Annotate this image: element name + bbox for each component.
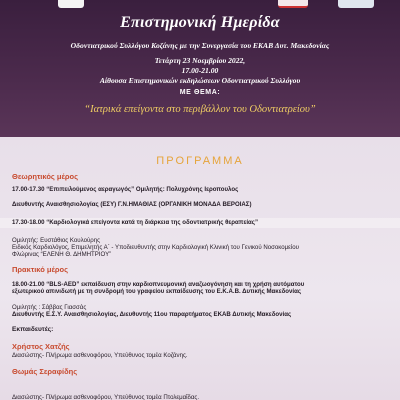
event-title: Επιστημονική Ημερίδα	[120, 14, 280, 31]
program-title: ΠΡΟΓΡΑΜΜΑ	[156, 155, 244, 167]
theory-line-2: Διευθυντής Αναισθησιολογίας (ΕΣΥ) Γ.Ν.ΗΜΑΘΙΑΣ (ΟΡΓΑΝΙΚΗ ΜΟΝΑΔΑ ΒΕΡΟΙΑΣ)	[12, 201, 252, 208]
trainer-1-name: Χρήστος Χατζής	[12, 342, 70, 351]
theory-line-4: Ομιλητής: Ευστάθιος Κουλούρης	[12, 237, 101, 244]
partner-logo	[338, 0, 374, 8]
topic-label: ΜΕ ΘΕΜΑ:	[179, 89, 221, 96]
event-organizers: Οδοντιατρικού Συλλόγου Κοζάνης με την Συνεργασία του ΕΚΑΒ Δυτ. Μακεδονίας	[70, 41, 330, 50]
trainer-1-role: Διασώστης- Πλήρωμα ασθενοφόρου, Υπεύθυνος τομέα Κοζάνης.	[12, 352, 188, 359]
theory-line-1: 17.00-17.30 “Επιπειλούμενος αεραγωγός” Ομιλητής: Πολυχρόνης Ιεροπουλος	[12, 186, 239, 193]
event-venue: Αίθουσα Επιστημονικών εκδηλώσεων Οδοντιατρικού Συλλόγου	[99, 76, 301, 85]
theory-line-5: Ειδικός Καρδιολόγος, Επιμελητής Α΄ - Υποδιευθυντής στην Καρδιολογική Κλινική του Γενικού Νοσοκομείου	[12, 244, 299, 251]
theory-line-6: Φλώρινας “ΕΛΕΝΗ Θ. ΔΗΜΗΤΡΙΟΥ”	[12, 251, 112, 258]
event-date: Τετάρτη 23 Νοεμβρίου 2022,	[154, 56, 246, 65]
practice-line-3: Ομιλητής : Σάββας Γιασσάς	[12, 304, 87, 311]
trainers-heading: Εκπαιδευτές:	[12, 326, 54, 333]
practice-line-1: 18.00-21.00 “BLS-AED” εκπαίδευση στην καρδιοπνευμονική αναζωογόνηση και τη χρήση αυτόματου	[12, 281, 305, 288]
trainer-2-role: Διασώστης- Πλήρωμα ασθενοφόρου, Υπεύθυνος τομέα Πτολεμαΐδας.	[12, 394, 200, 400]
trainer-2-name: Θωμάς Σεραφίδης	[12, 367, 78, 376]
program-section	[0, 137, 400, 400]
event-time: 17.00-21.00	[181, 66, 219, 75]
theory-heading: Θεωρητικός μέρος	[12, 172, 78, 181]
theory-line-3: 17.30-18.00 “Καρδιολογικά επείγοντα κατά τη διάρκεια της οδοντιατρικής θεραπείας”	[12, 219, 259, 226]
practice-line-4: Διευθυντής Ε.Σ.Υ. Αναισθησιολογίας, Διευθυντής 11ου παραρτήματος ΕΚΑΒ Δυτικής Μακεδονίας	[12, 311, 292, 318]
practice-heading: Πρακτικό μέρος	[12, 265, 68, 274]
event-topic: “Ιατρικά επείγοντα στο περιβάλλον του Οδοντιατρείου”	[84, 104, 316, 115]
ekab-logo	[278, 0, 308, 8]
poster-header	[0, 0, 400, 137]
practice-line-2: εξωτερικού απινιδωτή με τη συνδρομή του γραφείου εκπαίδευσης του Ε.Κ.Α.Β. Δυτικής Μακεδονίας	[12, 288, 301, 295]
association-logo	[58, 0, 84, 8]
